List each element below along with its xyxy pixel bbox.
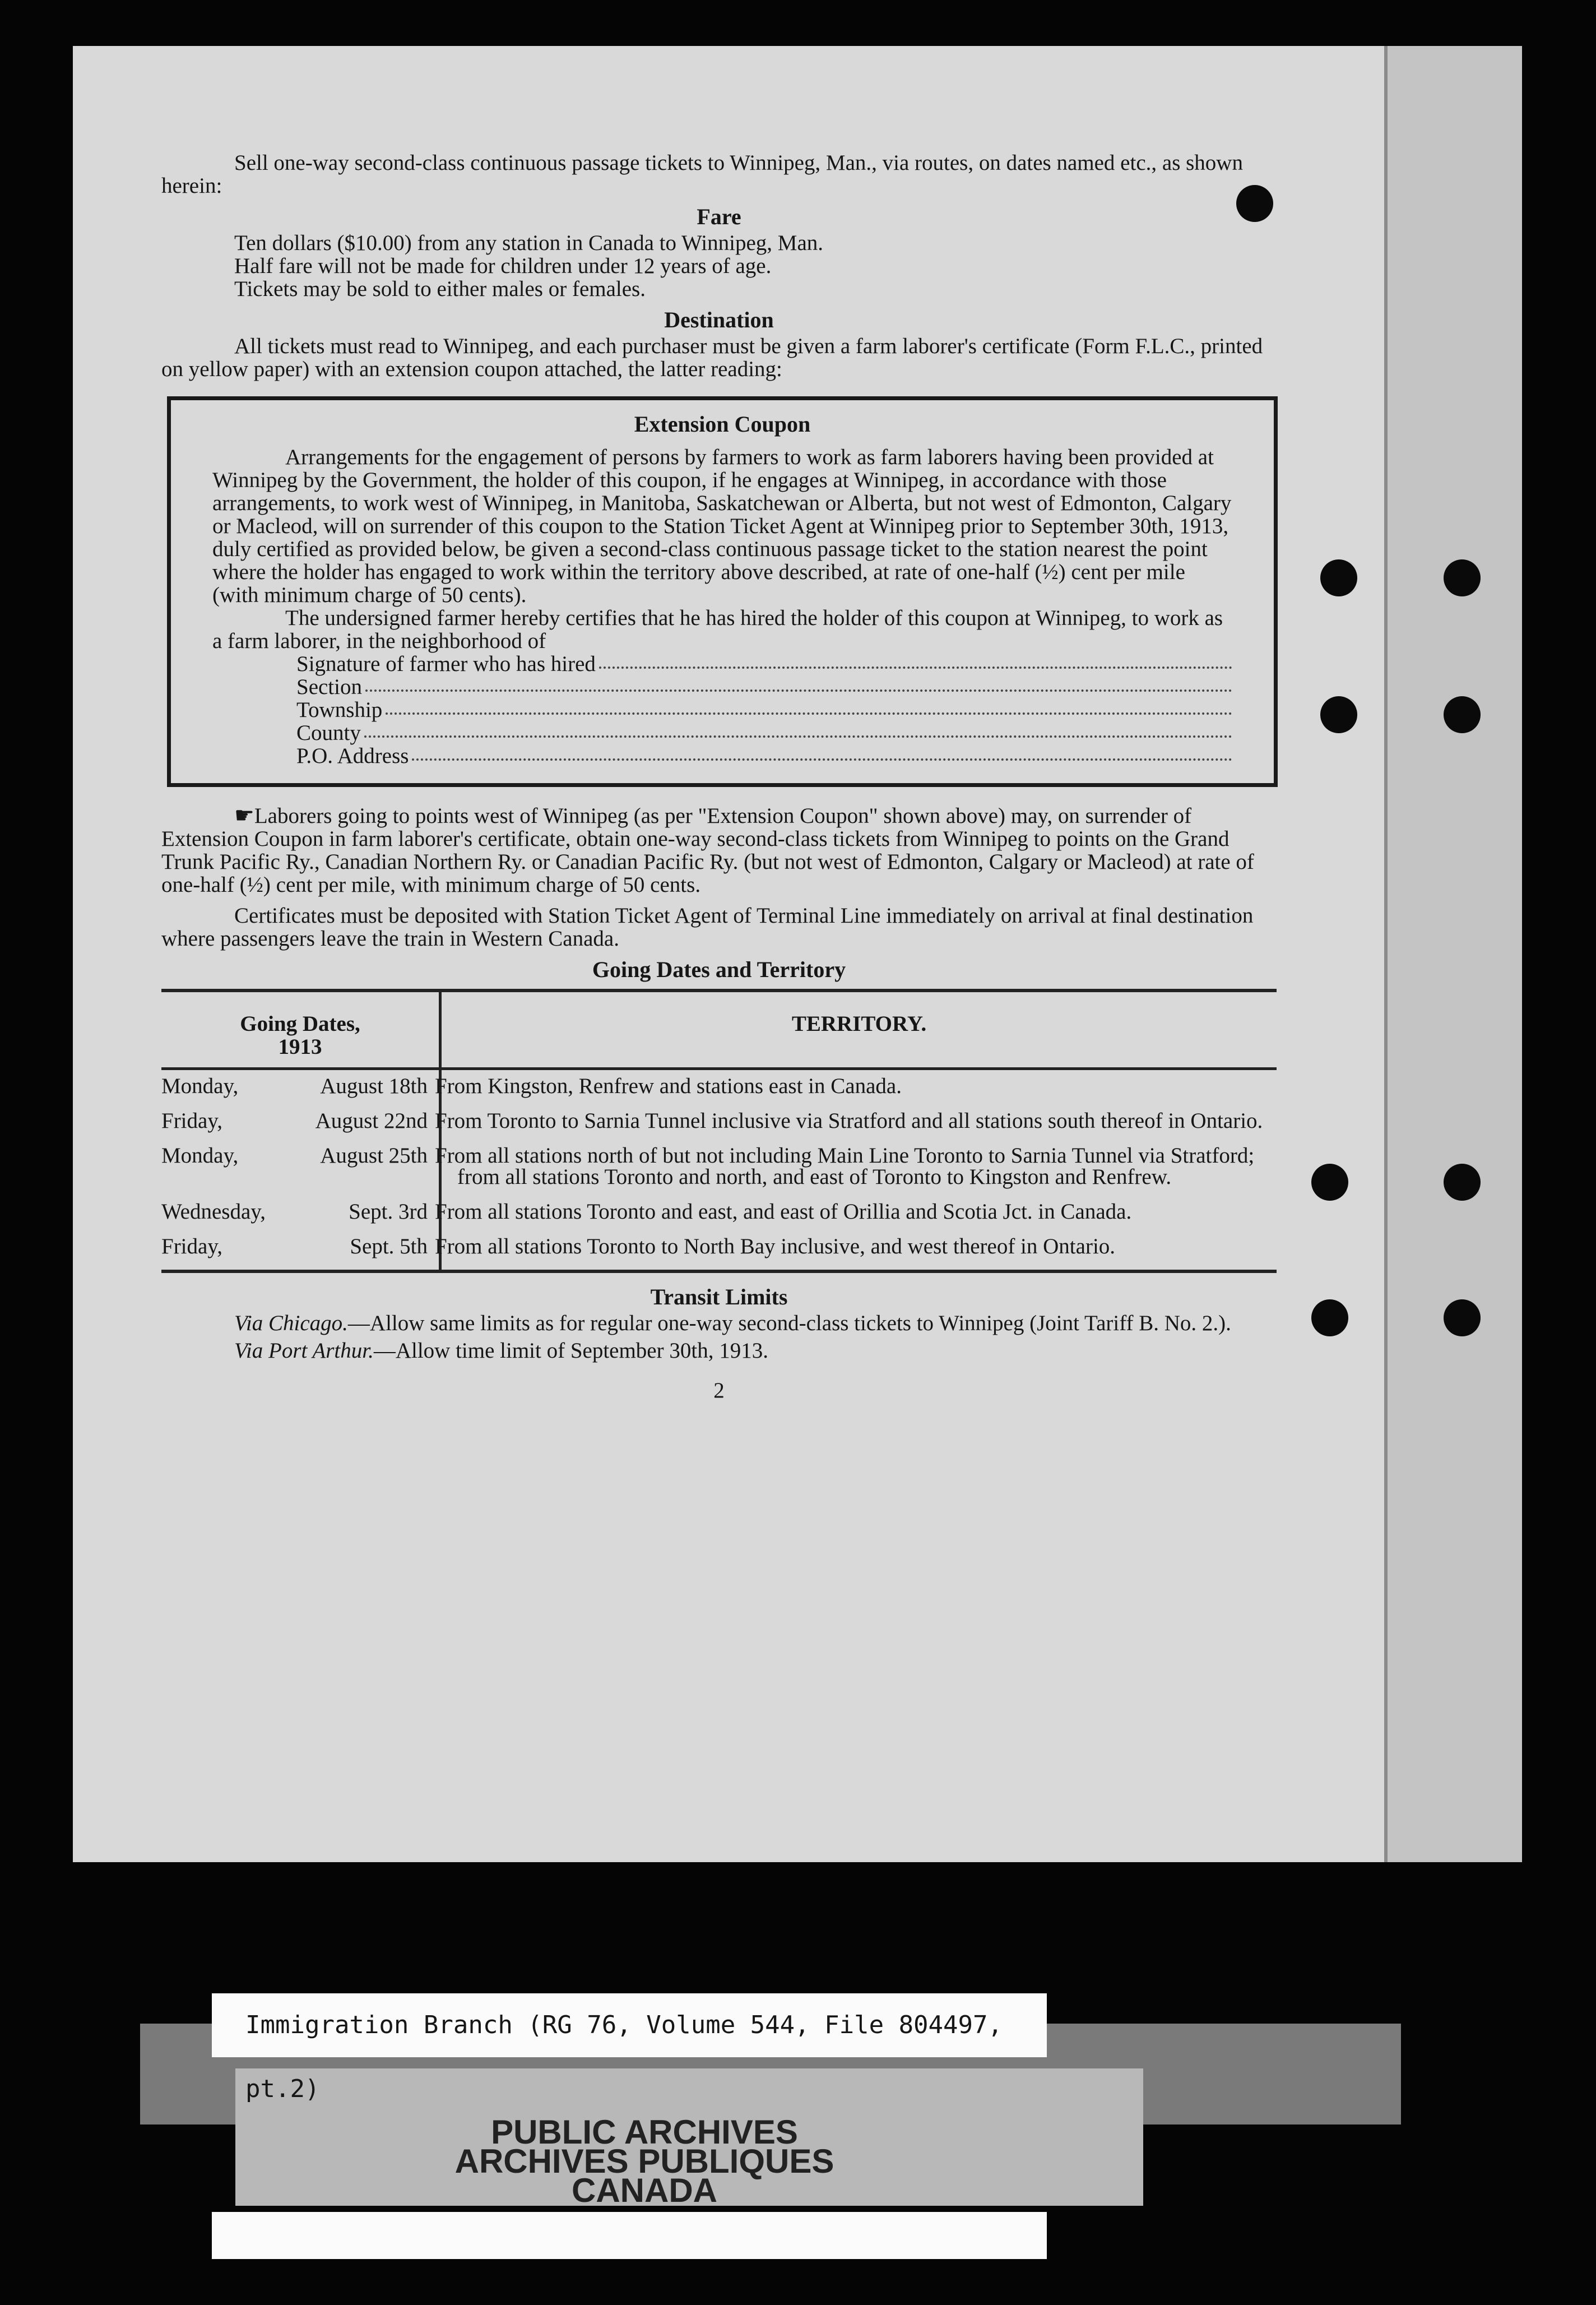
date-cell	[161, 1230, 440, 1271]
row-date: August 22nd	[315, 1109, 428, 1133]
coupon-field-township	[296, 698, 1232, 721]
extension-coupon-box	[167, 396, 1278, 787]
row-date: Sept. 5th	[350, 1234, 428, 1258]
field-dotted-line	[386, 698, 1232, 715]
fare-lines	[161, 232, 1277, 300]
pointing-hand-icon: ☛	[234, 803, 254, 828]
punch-hole	[1444, 696, 1481, 733]
archives-stamp	[415, 2113, 874, 2209]
row-day: Friday,	[161, 1109, 223, 1133]
territory-cell: From Kingston, Renfrew and stations east in Canada.	[435, 1074, 902, 1098]
transit-chicago-text: —Allow same limits as for regular one-way second-class tickets to Winnipeg (Joint Tariff B. No. 2.).	[347, 1311, 1231, 1335]
territory-cell: From Toronto to Sarnia Tunnel inclusive via Stratford and all stations south thereof in Ontario.	[435, 1109, 1263, 1133]
transit-heading: Transit Limits	[650, 1284, 788, 1309]
table-row	[161, 1196, 1277, 1230]
territory-cell: From all stations Toronto to North Bay inclusive, and west thereof in Ontario.	[435, 1234, 1116, 1258]
fare-heading: Fare	[697, 204, 741, 229]
going-heading: Going Dates and Territory	[592, 957, 846, 982]
stamp-line: PUBLIC ARCHIVES	[491, 2113, 798, 2151]
table-header-row	[161, 990, 1277, 1069]
fare-line: Half fare will not be made for children under 12 years of age.	[234, 254, 772, 278]
field-label: Section	[296, 675, 362, 699]
stamp-line: CANADA	[572, 2172, 717, 2209]
punch-hole	[1444, 1164, 1481, 1201]
punch-hole	[1311, 1299, 1348, 1336]
date-cell	[161, 1105, 440, 1140]
table-row	[161, 1105, 1277, 1140]
coupon-field-county	[296, 721, 1232, 744]
row-day: Friday,	[161, 1234, 223, 1258]
destination-heading: Destination	[664, 307, 774, 332]
laborers-note-text: Laborers going to points west of Winnipeg (as per "Extension Coupon" shown above) may, on surrender of Extension Coupon in farm laborer's certificate, obtain one-way second-class tickets from Winnipeg to points on the Grand Trunk Pacific Ry., Canadian Northern Ry. or Canadian Pacific Ry. (but not west of Edmonton, Calgary or Macleod) at rate of one-half (½) cent per mile, with minimum charge of 50 cents.	[161, 804, 1254, 897]
date-cell	[161, 1140, 440, 1196]
date-cell	[161, 1196, 440, 1230]
field-label: County	[296, 721, 361, 745]
going-dates-table	[161, 989, 1277, 1273]
date-cell	[161, 1069, 440, 1105]
transit-arthur-text: —Allow time limit of September 30th, 1913.	[373, 1339, 768, 1363]
transit-port-arthur	[161, 1339, 1277, 1362]
field-dotted-line	[412, 744, 1232, 761]
row-date: Sept. 3rd	[349, 1200, 428, 1224]
field-label: P.O. Address	[296, 744, 409, 768]
page-binding-edge	[1384, 46, 1522, 1862]
row-day: Monday,	[161, 1144, 239, 1168]
coupon-heading: Extension Coupon	[634, 411, 811, 437]
punch-hole	[1444, 1299, 1481, 1336]
coupon-field-section	[296, 675, 1232, 698]
punch-hole	[1311, 1164, 1348, 1201]
document-body	[161, 151, 1277, 1402]
fare-line: Ten dollars ($10.00) from any station in Canada to Winnipeg, Man.	[234, 231, 824, 255]
archive-label-lower	[212, 2212, 1047, 2259]
field-label: Township	[296, 698, 383, 722]
row-day: Wednesday,	[161, 1200, 266, 1224]
punch-hole	[1320, 696, 1357, 733]
field-label: Signature of farmer who has hired	[296, 652, 596, 676]
punch-hole	[1444, 559, 1481, 596]
punch-hole	[1320, 559, 1357, 596]
coupon-field-po-address	[296, 744, 1232, 767]
territory-cell: From all stations Toronto and east, and east of Orillia and Scotia Jct. in Canada.	[435, 1200, 1132, 1224]
destination-text: All tickets must read to Winnipeg, and each purchaser must be given a farm laborer's certificate (Form F.L.C., printed on yellow paper) with an extension coupon attached, the latter reading:	[161, 334, 1263, 381]
archive-reference-label: Immigration Branch (RG 76, Volume 544, File 804497, pt.2)	[212, 1993, 1047, 2057]
row-day: Monday,	[161, 1074, 239, 1098]
going-dates-header	[161, 990, 440, 1069]
page-number: 2	[713, 1378, 725, 1403]
intro-sentence: Sell one-way second-class continuous passage tickets to Winnipeg, Man., via routes, on dates named etc., as shown herein:	[161, 151, 1243, 198]
row-date: August 18th	[320, 1074, 428, 1098]
table-row	[161, 1140, 1277, 1196]
header-year-label: 1913	[278, 1035, 322, 1059]
territory-cell: From all stations north of but not including Main Line Toronto to Sarnia Tunnel via Stratford; from all stations Toronto and north, and east of Toronto to Kingston and Renfrew.	[435, 1144, 1255, 1189]
stamp-line: ARCHIVES PUBLIQUES	[454, 2142, 834, 2180]
coupon-paragraph: Arrangements for the engagement of persons by farmers to work as farm laborers having been provided at Winnipeg by the Government, the holder of this coupon, if he engages at Winnipeg, in accordance with those arrangements, to work west of Winnipeg, in Manitoba, Saskatchewan or Alberta, but not west of Edmonton, Calgary or Macleod, will on surrender of this coupon to the Station Ticket Agent at Winnipeg prior to September 30th, 1913, duly certified as provided below, be given a second-class continuous passage ticket to the station nearest the point where the holder has engaged to work within the territory above described, at rate of one-half (½) cent per mile (with minimum charge of 50 cents).	[212, 445, 1232, 607]
table-row	[161, 1069, 1277, 1105]
fare-line: Tickets may be sold to either males or females.	[234, 277, 646, 301]
laborers-note	[161, 804, 1277, 896]
coupon-field-signature	[296, 652, 1232, 675]
field-dotted-line	[365, 675, 1232, 692]
transit-chicago	[161, 1312, 1277, 1335]
table-row	[161, 1230, 1277, 1271]
certificates-note: Certificates must be deposited with Station Ticket Agent of Terminal Line immediately on arrival at final destination where passengers leave the train in Western Canada.	[161, 904, 1254, 951]
coupon-certification-text: The undersigned farmer hereby certifies that he has hired the holder of this coupon at Winnipeg, to work as a farm laborer, in the neighborhood of	[212, 606, 1223, 653]
transit-arthur-label: Via Port Arthur.	[234, 1339, 374, 1363]
row-date: August 25th	[320, 1144, 428, 1168]
coupon-certification	[212, 607, 1232, 652]
field-dotted-line	[364, 721, 1232, 738]
coupon-fields	[296, 652, 1232, 767]
transit-chicago-label: Via Chicago.	[234, 1311, 348, 1335]
territory-header: TERRITORY.	[440, 990, 1277, 1069]
field-dotted-line	[599, 652, 1232, 669]
header-dates-label: Going Dates,	[240, 1012, 360, 1036]
